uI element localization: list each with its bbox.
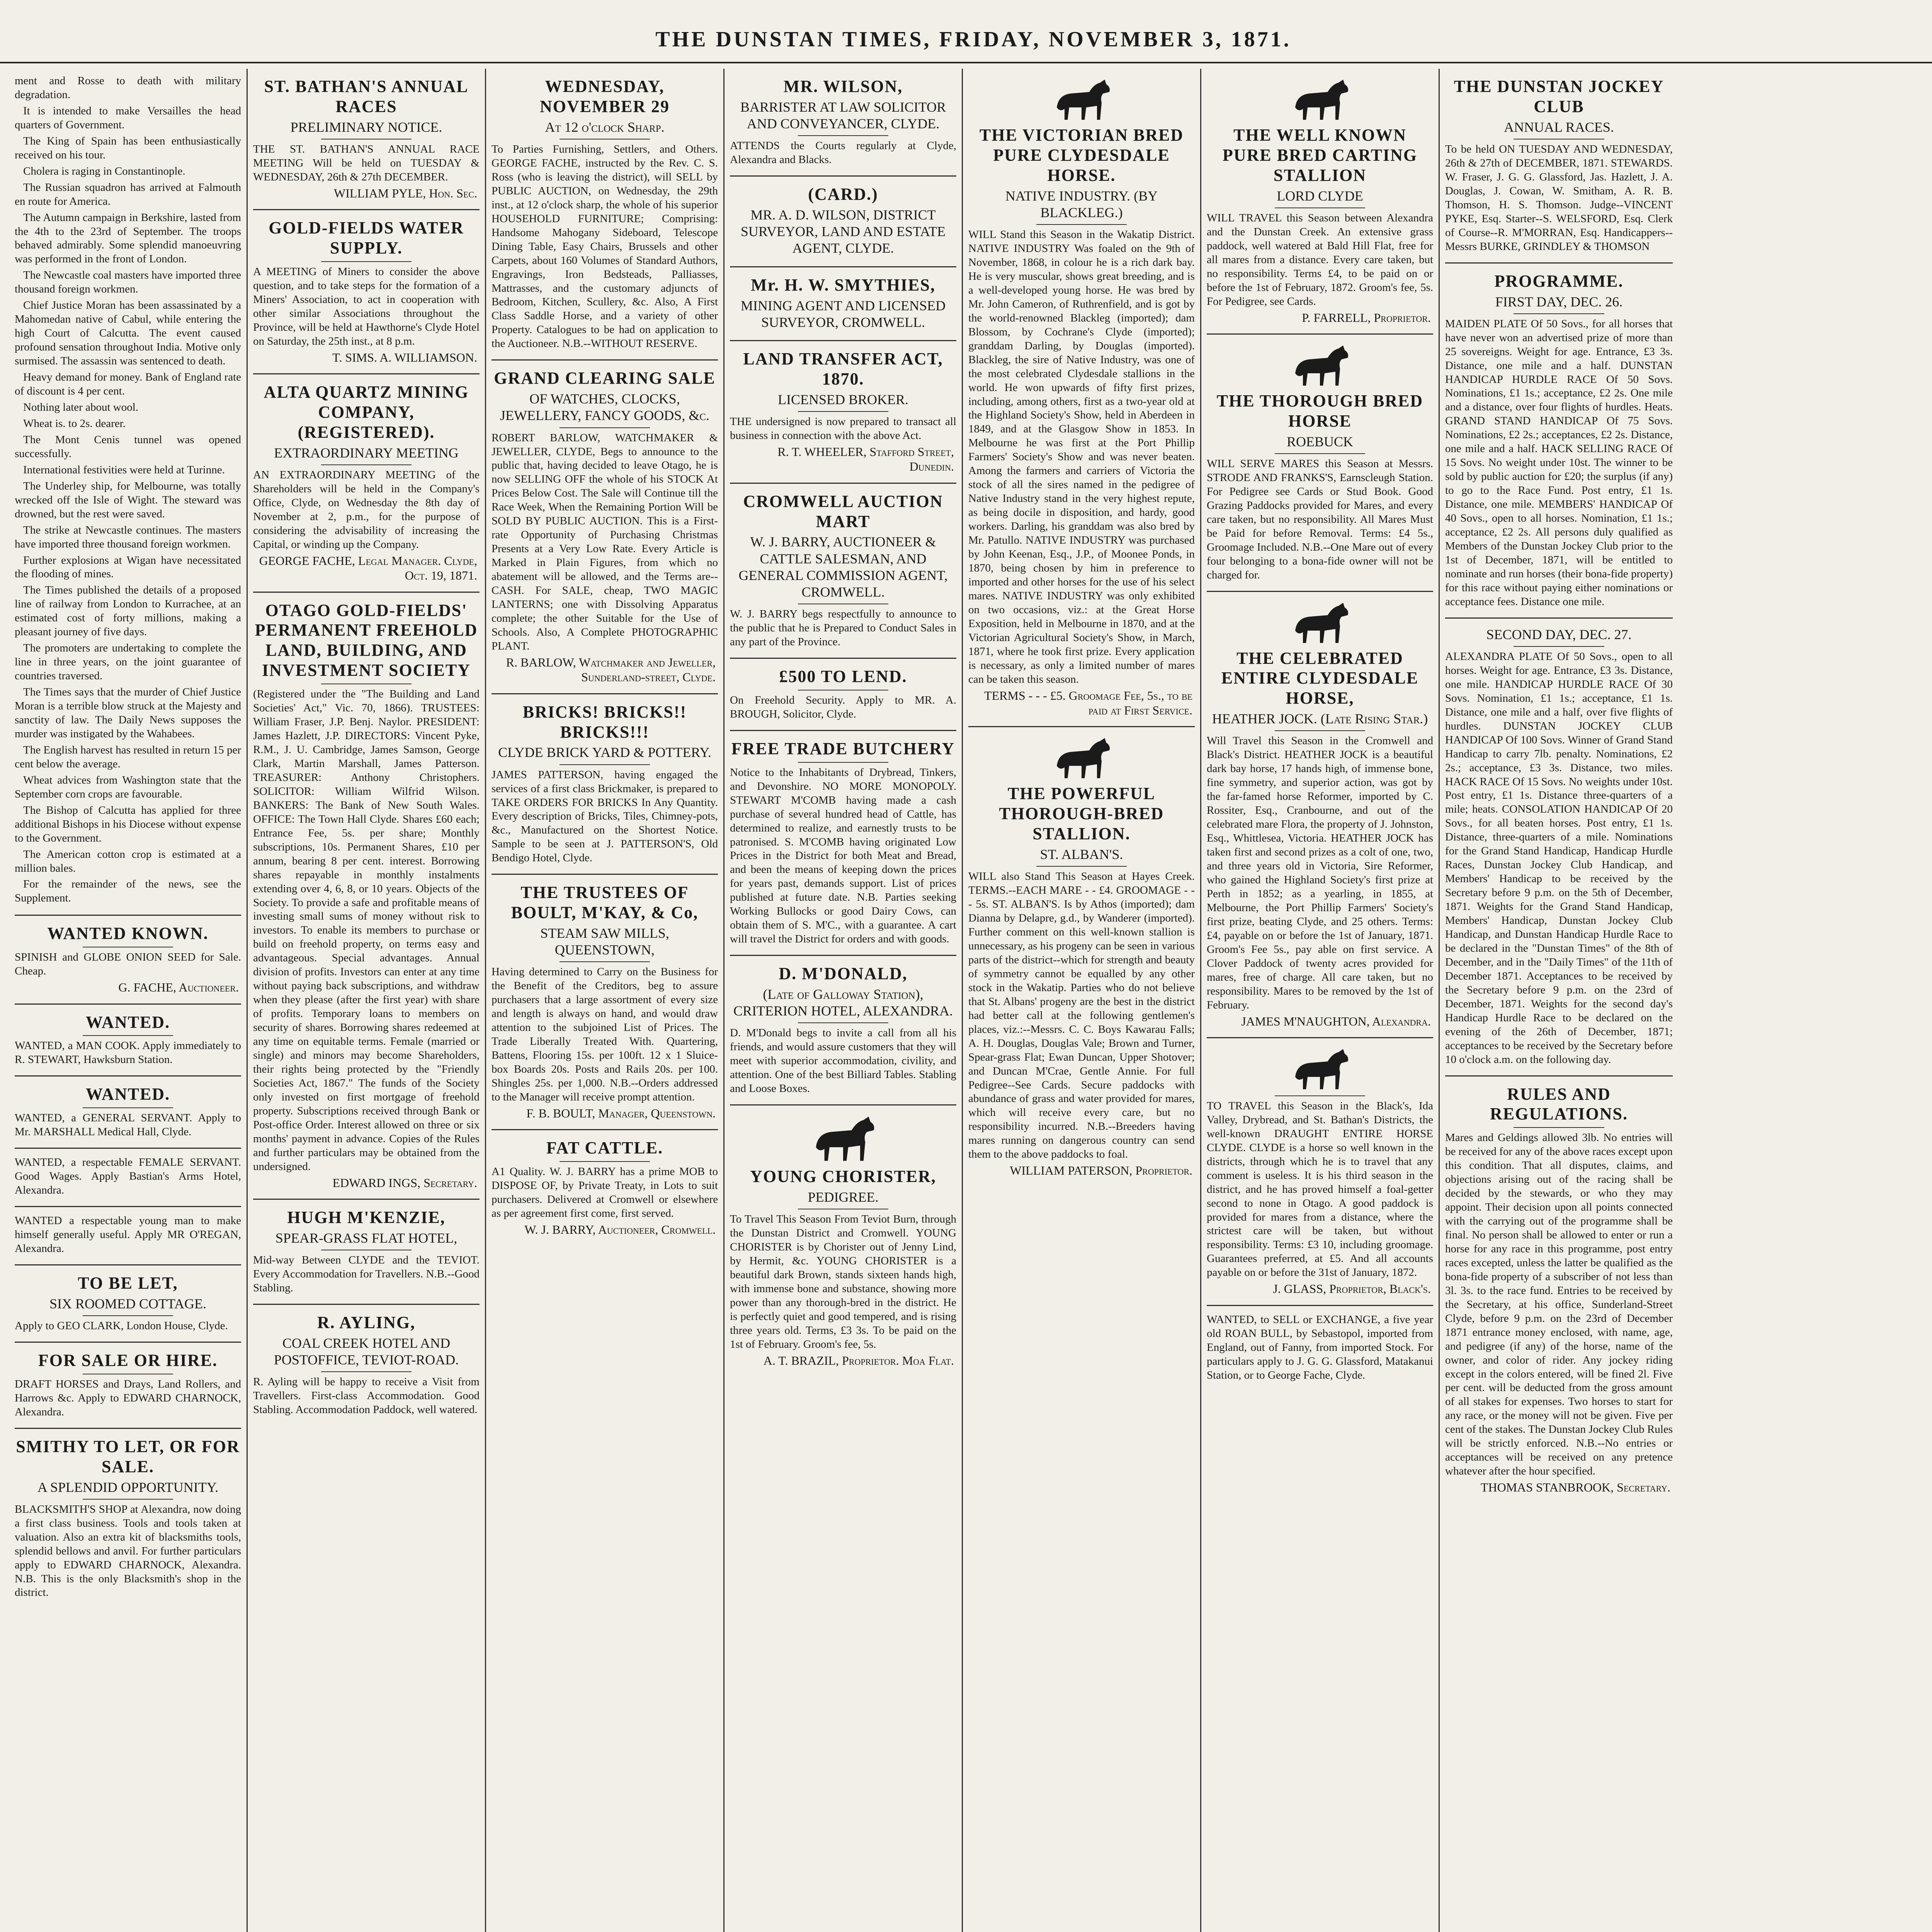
ad-signature: JAMES M'NAUGHTON, Alexandra.: [1241, 1014, 1431, 1028]
advertisement: [15, 1265, 241, 1343]
advertisement: [1207, 592, 1433, 1038]
horse-illustration-icon: [1043, 77, 1120, 123]
news-paragraph: The promoters are undertaking to complete the line in three years, on the joint guarantee of countries traversed.: [15, 642, 241, 682]
ad-body: SPINISH and GLOBE ONION SEED for Sale. Cheap.: [15, 951, 241, 978]
column-1: [9, 69, 248, 1932]
rule-divider: [798, 762, 888, 763]
advertisement: [730, 177, 956, 267]
news-paragraph: ment and Rosse to death with military degradation.: [15, 75, 241, 101]
rule-divider: [1514, 1127, 1605, 1128]
ad-subheading: COAL CREEK HOTEL AND POSTOFFICE, TEVIOT-ROAD.: [274, 1335, 459, 1367]
ad-subheading: NATIVE INDUSTRY. (BY BLACKLEG.): [1005, 188, 1158, 220]
column-6: [1201, 69, 1440, 1932]
advertisement: [15, 1149, 241, 1207]
column-5: [963, 69, 1201, 1932]
column-7: [1440, 69, 1678, 1932]
ad-heading: R. AYLING,: [317, 1313, 416, 1332]
news-paragraph: The Times says that the murder of Chief Justice Moran is a terrible blow struck at the Majesty and sanctity of law. The Daily News supposes the murder was instigated by the Wahabees.: [15, 686, 241, 740]
ad-subheading: LORD CLYDE: [1277, 188, 1363, 204]
news-paragraph: The English harvest has resulted in return 15 per cent below the average.: [15, 743, 241, 770]
ad-heading: TO BE LET,: [78, 1273, 178, 1293]
rule-divider: [560, 961, 650, 962]
advertisement: [253, 1305, 480, 1425]
advertisement: [253, 1200, 480, 1305]
ad-heading: CROMWELL AUCTION MART: [743, 492, 943, 531]
advertisement: [1207, 69, 1433, 335]
rule-divider: [321, 261, 412, 262]
advertisement: [968, 727, 1195, 1186]
ad-heading: GOLD-FIELDS WATER SUPPLY.: [269, 218, 464, 258]
ad-body: Notice to the Inhabitants of Drybread, Tinkers, and Devonshire. NO MORE MONOPOLY. STEWART M'COMB having made a cash purchase of several hundred head of Cattle, has determined to realize, and earnestly trusts to be patronised. S. M'COMB having originated Low Prices in the District for both Meat and Bread, and been the means of keeping down the prices for years past, demands support. List of prices published at future date. N.B. Parties seeking Working Bullocks or good Dairy Cows, can obtain them of S. M'C., with a guarantee. A cart will travel the District for orders and with goods.: [730, 766, 956, 946]
horse-illustration-icon: [1043, 735, 1120, 781]
ad-heading: THE WELL KNOWN PURE BRED CARTING STALLION: [1222, 126, 1418, 185]
ad-heading: OTAGO GOLD-FIELDS' PERMANENT FREEHOLD LAND, BUILDING, AND INVESTMENT SOCIETY: [255, 600, 478, 680]
ad-subheading: STEAM SAW MILLS, QUEENSTOWN,: [540, 925, 669, 958]
advertisement: [1207, 1306, 1433, 1391]
ad-subheading: FIRST DAY, DEC. 26.: [1495, 294, 1623, 310]
rule-divider: [1036, 866, 1127, 867]
horse-illustration-icon: [1281, 1046, 1359, 1092]
advertisement: [15, 916, 241, 1004]
ad-heading: PROGRAMME.: [1494, 271, 1624, 291]
news-paragraph: It is intended to make Versailles the head quarters of Government.: [15, 104, 241, 131]
column-4: [724, 69, 963, 1932]
ad-body: To be held ON TUESDAY AND WEDNESDAY, 26th & 27th of DECEMBER, 1871. STEWARDS. W. Fraser, J. G. G. Glassford, Jas. Hazlett, J. A. Douglas, J. Cowan, W. Smitham, A. R. B. Thomson, H. S. Thomson. Judge--VINCENT PYKE, Esq. Starter--S. WELSFORD, Esq. Clerk of Course--R. M'MORRAN, Esq. Handicappers--Messrs BURKE, GRINDLEY & THOMSON: [1445, 143, 1673, 253]
advertisement: [492, 69, 718, 361]
ad-heading: YOUNG CHORISTER,: [750, 1167, 936, 1186]
advertisement: [1207, 1038, 1433, 1306]
advertisement: [15, 1429, 241, 1609]
news-paragraph: The Autumn campaign in Berkshire, lasted from the 4th to the 23rd of September. The troops behaved admirably. Some splendid manoeuvring was performed in the front of London.: [15, 211, 241, 265]
ad-body: (Registered under the "The Building and Land Societies' Act," Vic. 70, 1866). TRUSTEES: William Fraser, J.P. Benj. Naylor. PRESIDENT: James Hazlett, J.P. DIRECTORS: Vincent Pyke, R.M., J. U. Cambridge, James Samson, George Clark, Martin Marshall, James Patterson. TREASURER: Anthony Christophers. SOLICITOR: William Wilfrid Wilson. BANKERS: The Bank of New South Wales. OFFICE: The Town Hall Clyde. Shares £60 each; Entrance Fee, 5s. per share; Monthly subscriptions, 10s. Permanent Shares, £10 per annum, bearing 8 per cent. interest. Borrowing shares repayable in monthly instalments extending over 4, 6, 8, or 10 years. Objects of the Society. To provide a safe and profitable means of investing small sums of money without risk to investors. To enable its members to purchase or build on freehold property, on terms easy and advantageous. Special advantages. Annual division of profits. Investors can enter at any time without paying back subscriptions, and withdraw when they please (after the first year) with share of profits. Temporary loans to members on security of shares. Borrowing shares redeemed at any time on equitable terms. Female (married or single) and minors may become Shareholders, their rights being protected by the "Friendly Societies Act, 1867." The funds of the Society only invested on first mortgage of freehold property. Subscriptions received through Bank or Post-office Order. Interest allowed on three or six months' payment in advance. Copies of the Rules and further particulars may be obtained from the undersigned.: [253, 688, 480, 1173]
news-paragraph: For the remainder of the news, see the Supplement.: [15, 878, 241, 905]
ad-subheading: LICENSED BROKER.: [777, 391, 908, 407]
ad-subheading: BARRISTER AT LAW SOLICITOR AND CONVEYANCER, CLYDE.: [740, 99, 946, 132]
ad-heading: WANTED.: [85, 1085, 170, 1104]
ad-body: TO TRAVEL this Season in the Black's, Ida Valley, Drybread, and St. Bathan's Districts, the well-known DRAUGHT ENTIRE HORSE CLYDE. CLYDE is a horse so well known in the districts, through which he is to travel that any comment is useless. It is his third season in the district, and he has proved himself a foal-getter second to none in Otago. A good paddock is provided for mares from a distance, where the strictest care will be taken, but without responsibility. Terms: £3 10, including groomage. Guarantees preferred, at £5. And all accounts payable on or before the 31st of January, 1872.: [1207, 1099, 1433, 1279]
ad-heading: FAT CATTLE.: [546, 1138, 663, 1158]
column-2: [248, 69, 486, 1932]
ad-heading: D. M'DONALD,: [779, 964, 908, 983]
ad-body: MAIDEN PLATE Of 50 Sovs., for all horses that have never won an advertised prize of more than 25 sovereigns. Weight for age. Entrance, £3 3s. Distance, one mile and a half. DUNSTAN HANDICAP HURDLE RACE Of 50 Sovs. Nominations, £1 1s.; acceptance, £2 2s. One mile and a distance, over four flights of hurdles. Heats. GRAND STAND HANDICAP Of 75 Sovs. Nominations, £2 2s.; acceptances, £2 2s. Distance, one mile and a half. HACK SELLING RACE Of 15 Sovs. No weight under 10st. The winner to be sold by public auction for £20; the surplus (if any) to go to the Race Fund. Post entry, £1 1s. Distance, one mile. MEMBERS' HANDICAP Of 40 Sovs., open to all horses. Nomination, £1 1s.; acceptance, £2 2s. All persons duly qualified as Members of the Dunstan Jockey Club prior to the 1st of December, 1871, will be entitled to nominate and run horses (their bona-fide property) for this race without paying either nominations or acceptance fees. Distance one mile.: [1445, 317, 1673, 608]
ad-subheading: W. J. BARRY, AUCTIONEER & CATTLE SALESMAN, AND GENERAL COMMISSION AGENT, CROMWELL.: [738, 534, 948, 600]
ad-body: R. Ayling will be happy to receive a Visit from Travellers. First-class Accommodation. Good Stabling. Accommodation Paddock, well watered.: [253, 1376, 480, 1416]
ad-heading: HUGH M'KENZIE,: [287, 1208, 446, 1227]
ad-heading: FREE TRADE BUTCHERY: [731, 739, 955, 758]
ad-heading: ST. BATHAN'S ANNUAL RACES: [264, 77, 469, 116]
advertisement: [730, 69, 956, 177]
ad-heading: MR. WILSON,: [783, 77, 903, 96]
advertisement: [730, 267, 956, 341]
ad-body: To Travel This Season From Teviot Burn, through the Dunstan District and Cromwell. YOUNG CHORISTER is by Chorister out of Jenny Lind, by Hermit, &c. YOUNG CHORISTER is a beautiful dark Brown, stands sixteen hands high, with immense bone and substance, showing more power than any thorough-bred in the district. He is perfectly quiet and good tempered, and is rising three years old. Terms, £3 3s. To be paid on the 1st of February. Groom's fee, 5s.: [730, 1213, 956, 1350]
masthead-title: THE DUNSTAN TIMES, FRIDAY, NOVEMBER 3, 1871.: [655, 27, 1291, 51]
news-paragraph: The strike at Newcastle continues. The masters have imported three thousand foreign workmen.: [15, 524, 241, 550]
advertisement: [15, 1207, 241, 1265]
ad-subheading: ROEBUCK: [1286, 434, 1354, 449]
rule-divider: [83, 1035, 173, 1036]
rule-divider: [560, 427, 650, 428]
ad-signature: T. SIMS. A. WILLIAMSON.: [332, 350, 477, 364]
ad-subheading: MR. A. D. WILSON, DISTRICT SURVEYOR, LAND AND ESTATE AGENT, CLYDE.: [740, 207, 946, 256]
news-paragraph: Nothing later about wool.: [23, 401, 139, 413]
ad-body: Having determined to Carry on the Business for the Benefit of the Creditors, beg to assure purchasers that a large assortment of every size and length is always on hand, and would draw attention to the subjoined List of Prices. The Trade Liberally Treated With. Quartering, Battens, Flooring 15s. per 100ft. 12 x 1 Sluice-box Boards 20s. Posts and Rails 20s. per 100. Shingles 25s. per 1,000. N.B.--Orders addressed to the Manager will receive prompt attention.: [492, 966, 718, 1104]
advertisement: [730, 1105, 956, 1376]
rule-divider: [83, 1499, 173, 1500]
ad-subheading: HEATHER JOCK. (Late Rising Star.): [1212, 711, 1428, 727]
ad-subheading: PEDIGREE.: [808, 1189, 879, 1205]
ad-subheading: MINING AGENT AND LICENSED SURVEYOR, CROMWELL.: [740, 298, 946, 330]
advertisement: [492, 1130, 718, 1245]
news-paragraph: Chief Justice Moran has been assassinated by a Mahomedan native of Cabul, while entering the high Court of Calcutta. The event caused profound sensation throughout India. Motive only surmised. The assassin was sentenced to death.: [15, 299, 241, 367]
ad-signature: WILLIAM PATERSON, Proprietor.: [1010, 1163, 1192, 1178]
ad-signature: THOMAS STANBROOK, Secretary.: [1480, 1480, 1670, 1495]
masthead: [0, 0, 1932, 63]
advertisement: [253, 69, 480, 210]
ad-heading: Mr. H. W. SMYTHIES,: [751, 275, 935, 294]
rule-divider: [1275, 1095, 1365, 1096]
ad-body: WILL TRAVEL this Season between Alexandra and the Dunstan Creek. An extensive grass paddock, well watered at Bald Hill Flat, free for all mares from a distance. Every care taken, but no responsibility. Terms £4, to be paid on or before the 1st of February, 1872. Groom's fee, 5s. For Pedigree, see Cards.: [1207, 211, 1433, 308]
ad-body: WILL SERVE MARES this Season at Messrs. STRODE AND FRANKS'S, Earnscleugh Station. For Pedigree see Cards or Stud Book. Good Grazing Paddocks provided for Mares, and every care taken, but no responsibility. All Mares Must be Paid for before Removal. Terms: £4 5s., Groomage Included. N.B.--One Mare out of every four belonging to a bona-fide owner will not be charged for.: [1207, 457, 1433, 581]
news-paragraph: The Russian squadron has arrived at Falmouth en route for America.: [15, 181, 241, 207]
advertisement: [15, 1077, 241, 1149]
ad-heading: WANTED KNOWN.: [47, 924, 209, 943]
advertisement: [253, 374, 480, 592]
ad-body: On Freehold Security. Apply to MR. A. BROUGH, Solicitor, Clyde.: [730, 694, 956, 720]
ad-heading: LAND TRANSFER ACT, 1870.: [743, 349, 943, 388]
news-paragraph: The American cotton crop is estimated at a million bales.: [15, 848, 241, 874]
newspaper-columns: [9, 69, 1932, 1932]
rule-divider: [798, 411, 888, 412]
ad-heading: (CARD.): [808, 185, 878, 204]
ad-heading: THE POWERFUL THOROUGH-BRED STALLION.: [999, 784, 1164, 844]
ad-body: THE undersigned is now prepared to transact all business in connection with the above Act.: [730, 415, 956, 442]
ad-heading: WEDNESDAY, NOVEMBER 29: [539, 77, 670, 116]
rule-divider: [1514, 646, 1605, 647]
ad-body: WANTED, a MAN COOK. Apply immediately to R. STEWART, Hawksburn Station.: [15, 1039, 241, 1066]
ad-signature: R. BARLOW, Watchmaker and Jeweller, Sunderland-street, Clyde.: [506, 655, 716, 684]
ad-signature: J. GLASS, Proprietor, Black's.: [1273, 1282, 1431, 1296]
news-summary: [15, 69, 241, 916]
ad-body: AN EXTRAORDINARY MEETING of the Shareholders will be held in the Company's Office, Clyde, on Wednesday the 8th day of November at 2, p.m., for the purpose of considering the advisability of increasing the Capital, or winding up the Company.: [253, 469, 480, 551]
rule-divider: [1275, 730, 1365, 731]
ad-signature: GEORGE FACHE, Legal Manager. Clyde, Oct. 19, 1871.: [259, 553, 477, 583]
ad-heading: ALTA QUARTZ MINING COMPANY, (REGISTERED).: [264, 383, 469, 442]
news-paragraph: The Underley ship, for Melbourne, was totally wrecked off the Isle of Wight. The steward was drowned, but the rest were saved.: [15, 480, 241, 520]
ad-body: ATTENDS the Courts regularly at Clyde, Alexandra and Blacks.: [730, 139, 956, 166]
ad-body: WANTED, to SELL or EXCHANGE, a five year old ROAN BULL, by Sebastopol, imported from England, out of Fanny, from imported Stock. For particulars apply to J. G. G. Glassford, Matakanui Station, or to George Fache, Clyde.: [1207, 1313, 1433, 1381]
news-paragraph: Wheat is. to 2s. dearer.: [23, 417, 126, 430]
ad-subheading: EXTRAORDINARY MEETING: [274, 445, 459, 461]
horse-illustration-icon: [1281, 342, 1359, 389]
advertisement: [730, 956, 956, 1105]
ad-heading: £500 TO LEND.: [779, 667, 907, 686]
ad-heading: GRAND CLEARING SALE: [494, 369, 716, 388]
ad-heading: THE THOROUGH BRED HORSE: [1216, 391, 1423, 430]
ad-body: THE ST. BATHAN'S ANNUAL RACE MEETING Will be held on TUESDAY & WEDNESDAY, 26th & 27th DECEMBER.: [253, 143, 480, 183]
ad-subheading: SECOND DAY, DEC. 27.: [1486, 626, 1632, 642]
ad-heading: WANTED.: [85, 1012, 170, 1032]
advertisement: [15, 1005, 241, 1077]
rule-divider: [1275, 453, 1365, 454]
news-paragraph: Further explosions at Wigan have necessitated the flooding of mines.: [15, 554, 241, 580]
horse-illustration-icon: [1281, 600, 1359, 646]
ad-body: To Parties Furnishing, Settlers, and Others. GEORGE FACHE, instructed by the Rev. C. S. Ross (who is leaving the district), will SELL by PUBLIC AUCTION, on Wednesday, the 29th inst., at 12 o'clock sharp, the whole of his superior HOUSEHOLD FURNITURE; Comprising: Handsome Mahogany Sideboard, Telescope Dining Table, Easy Chairs, Brussels and other Carpets, about 160 Volumes of Standard Authors, Engravings, Iron Bedsteads, Palliasses, Mattrasses, and the customary adjuncts of Bedroom, Kitchen, Scullery, &c. Also, A First Class Saddle Horse, and a variety of other Property. Catalogues to be had on application to the Auctioneer. N.B.--WITHOUT RESERVE.: [492, 143, 718, 350]
rule-divider: [83, 1107, 173, 1108]
ad-subheading: At 12 o'clock Sharp.: [545, 119, 665, 135]
ad-body: Mares and Geldings allowed 3lb. No entries will be received for any of the above races except upon this condition. That all disputes, claims, and objections arising out of the racing shall be decided by the stewards, or who they may appoint. Their decision upon all points connected with the carrying out of the programme shall be final. No person shall be allowed to enter or run a horse for any race in this programme, post entry races excepted, unless the latter be qualified as the bona-fide property of a subscriber of not less than 3l. 3s. to the race fund. Entries to be received by the Secretary, at his office, Sunderland-Street Clyde, before 9 p.m. on the 23rd of December 1871 entrance money enclosed, with name, age, and pedigree (if any) of the horse, name of the owner, and color of rider. Any jockey riding except in the colors entered, will be fined 2l. Five per cent. will be deducted from the gross amount of all stakes for expenses. Two horses to start for any race, or the money will not be given. Five per cent of the stakes. The Dunstan Jockey Club Rules will be strictly enforced. N.B.--No entries or acceptances will be received on any pretence whatever after the hour specified.: [1445, 1131, 1673, 1478]
ad-body: WILL Stand this Season in the Wakatip District. NATIVE INDUSTRY Was foaled on the 9th of November, 1868, in colour he is a rich dark bay. He is very muscular, shows great breeding, and is a well-developed young horse. He was bred by Mr. John Cameron, of Ruthrenfield, and is got by the world-renowned Blackleg (imported); dam Blossom, by Cochrane's Clyde (imported); granddam Darling, by Douglas (imported). Blackleg, the sire of Native Industry, was one of the most celebrated Clydesdale stallions in the world. He won upwards of fifty first prizes, including, among others, first as a two-year old at the Highland Society's Show, held in Aberdeen in 1849, and at the Glasgow Show in 1853. In Melbourne he was first at the Port Phillip Farmers' Society's Show and was never beaten. Among the farmers and carriers of Victoria the stock of all the sires named in the pedigree of Native Industry stand in the very highest repute, as being docile in disposition, and hardy, good workers. Darling, his granddam was also bred by Mr. Patullo. NATIVE INDUSTRY was purchased by John Keenan, Esq., J.P., of Moonee Ponds, in 1870, being chosen by him in preference to imported and other horses for the use of his select mares. NATIVE INDUSTRY was only exhibited on two occasions, viz.: at the Great Horse Exposition, held in Melbourne in 1870, and at the Victorian Agricultural Society's Show, in March, 1871, where he took first prize. Every application is necessary, as only a limited number of mares can be taken this season.: [968, 228, 1195, 685]
ad-subheading: A SPLENDID OPPORTUNITY.: [37, 1479, 219, 1495]
ad-subheading: OF WATCHES, CLOCKS, JEWELLERY, FANCY GOODS, &c.: [500, 391, 710, 423]
rule-divider: [321, 464, 412, 465]
advertisement: [730, 659, 956, 731]
ad-subheading: ANNUAL RACES.: [1504, 119, 1614, 135]
rule-divider: [83, 1315, 173, 1316]
rule-divider: [1514, 313, 1605, 314]
rule-divider: [1036, 224, 1127, 225]
ad-body: D. M'Donald begs to invite a call from all his friends, and would assure customers that they will meet with superior accommodation, civility, and attention. One of the best Billiard Tables. Stabling and Loose Boxes.: [730, 1027, 956, 1095]
news-paragraph: The King of Spain has been enthusiastically received on his tour.: [15, 134, 241, 161]
ad-heading: BRICKS! BRICKS!! BRICKS!!!: [522, 702, 687, 742]
ad-body: Mid-way Between CLYDE and the TEVIOT. Every Accommodation for Travellers. N.B.--Good Stabling.: [253, 1254, 480, 1294]
horse-illustration-icon: [1281, 77, 1359, 123]
news-paragraph: The Bishop of Calcutta has applied for three additional Bishops in his Diocese without expense to the Government.: [15, 804, 241, 844]
ad-body: Apply to GEO CLARK, London House, Clyde.: [15, 1320, 228, 1332]
ad-subheading: SIX ROOMED COTTAGE.: [49, 1296, 207, 1311]
news-paragraph: Wheat advices from Washington state that the September corn crops are favourable.: [15, 774, 241, 800]
ad-body: WANTED, a respectable FEMALE SERVANT. Good Wages. Apply Bastian's Arms Hotel, Alexandra.: [15, 1156, 241, 1197]
rule-divider: [798, 135, 888, 136]
ad-signature: P. FARRELL, Proprietor.: [1302, 310, 1431, 325]
advertisement: [253, 210, 480, 374]
rule-divider: [560, 764, 650, 765]
ad-body: ROBERT BARLOW, WATCHMAKER & JEWELLER, CLYDE, Begs to announce to the public that, having decided to leave Otago, he is now SELLING OFF the whole of his STOCK At Prices Below Cost. The Sale will Continue till the Race Week, When the Remaining Portion Will be SOLD BY PUBLIC AUCTION. This is a First-rate Opportunity of Purchasing Christmas Presents at a Very Low Rate. Every Article is Marked in Plain Figures, from which no abatement will be allowed, and the Terms are--CASH. For SALE, cheap, TWO MAGIC LANTERNS; one with Dissolving Apparatus complete; the other Suitable for the Use of Schools. Also, A Complete PHOTOGRAPHIC PLANT.: [492, 431, 718, 652]
ad-body: WANTED, a GENERAL SERVANT. Apply to Mr. MARSHALL Medical Hall, Clyde.: [15, 1112, 241, 1138]
ad-subheading: (Late of Galloway Station), CRITERION HOTEL, ALEXANDRA.: [733, 986, 953, 1019]
advertisement: [730, 484, 956, 659]
ad-body: Will Travel this Season in the Cromwell and Black's District. HEATHER JOCK is a beautiful dark bay horse, 17 hands high, of immense bone, fine symmetry, and superior action, was got by the far-famed horse Reformer, imported by C. Rossiter, Esq., Cranbourne, and out of the celebrated mare Flora, the property of J. Johnston, Esq., Whittlesea, Victoria. HEATHER JOCK has taken first and second prizes as a colt of one, two, and three years old in Victoria, Sire Reformer, who gained the Highland Society's first prize at Perth in 1852; as a yearling, in 1855, at Melbourne, the Port Phillip Farmers' Society's first prize, beating Clyde, and 25 others. Terms: £4, payable on or before the 1st of January, 1871. Groom's Fee 5s., pay able on first service. A Clover Paddock of twenty acres provided for mares, free of charge. All care taken, but no responsibility. Mares to be removed by the 1st of February.: [1207, 735, 1433, 1011]
ad-body: ALEXANDRA PLATE Of 50 Sovs., open to all horses. Weight for age. Entrance, £3 3s. Distance, one mile. HANDICAP HURDLE RACE Of 30 Sovs. Nomination, £1 1s.; acceptance, £1 1s. Distance, one mile and a half, over five flights of hurdles. DUNSTAN JOCKEY CLUB HANDICAP Of 100 Sovs. Winner of Grand Stand Handicap to carry 7lb. penalty. Nominations, £2 2s.; acceptance, £3 3s. Distance, two miles. HACK RACE Of 15 Sovs. No weights under 10st. Post entry, £1 1s. Distance three-quarters of a mile; heats. CONSOLATION HANDICAP Of 20 Sovs., for all beaten horses. Post entry, £1 1s. Distance, three-quarters of a mile. Nominations for the Grand Stand Handicap, Handicap Hurdle Races, Dunstan Jockey Club Handicap, and Members' Handicap to be received by the Secretary before 9 p.m. on the 5th of December, 1871. Weights for the Grand Stand Handicap, Members' Handicap, Dunstan Jockey Club Handicap, and Dunstan Handicap Hurdle Race to be declared in the "Dunstan Times" of the 8th of December, and in the "Daily Times" of the 11th of December 1871. Acceptances to be received by the Secretary before 9 p.m. on the 23rd of December, 1871. Weights for the second day's Handicap Hurdle Race to be declared on the evening of the 26th of December, 1871; acceptances to be received by the Secretary before 10 o'clock a.m. on the following day.: [1445, 650, 1673, 1066]
rule-divider: [1275, 207, 1365, 208]
news-paragraph: The Times published the details of a proposed line of railway from London to Kurrachee, at an estimated cost of forty millions, making a pleasant journey of five days.: [15, 584, 241, 638]
advertisement: [1445, 1077, 1673, 1503]
ad-heading: SMITHY TO LET, OR FOR SALE.: [16, 1437, 240, 1476]
ad-body: A MEETING of Miners to consider the above question, and to take steps for the formation of a Miners' Association, to act in cooperation with other similar Associations throughout the Province, will be held at Hawthorne's Clyde Hotel on Saturday, the 25th inst., at 8 p.m.: [253, 265, 480, 347]
horse-illustration-icon: [801, 1113, 886, 1164]
advertisement: [1445, 69, 1673, 264]
ad-subheading: ST. ALBAN'S.: [1040, 847, 1123, 862]
ad-body: DRAFT HORSES and Drays, Land Rollers, and Harrows &c. Apply to EDWARD CHARNOCK, Alexandra.: [15, 1378, 241, 1418]
news-paragraph: Cholera is raging in Constantinople.: [23, 165, 185, 177]
ad-heading: FOR SALE OR HIRE.: [38, 1350, 218, 1370]
ad-signature: F. B. BOULT, Manager, Queenstown.: [526, 1106, 716, 1120]
ad-signature: W. J. BARRY, Auctioneer, Cromwell.: [524, 1223, 716, 1237]
ad-signature: R. T. WHEELER, Stafford Street, Dunedin.: [777, 444, 954, 474]
ad-body: BLACKSMITH'S SHOP at Alexandra, now doing a first class business. Tools and tools taken at valuation. Also an extra kit of blacksmiths tools, splendid bellows and anvil. For further particulars apply to EDWARD CHARNOCK, Alexandra. N.B. This is the only Blacksmith's shop in the district.: [15, 1503, 241, 1599]
ad-body: JAMES PATTERSON, having engaged the services of a first class Brickmaker, is prepared to TAKE ORDERS FOR BRICKS In Any Quantity. Every description of Bricks, Tiles, Chimney-pots, &c., Manufactured on the Shortest Notice. Sample to be seen at J. PATTERSON'S, Old Bendigo Hotel, Clyde.: [492, 768, 718, 864]
advertisement: [1445, 619, 1673, 1077]
news-paragraph: Heavy demand for money. Bank of England rate of discount is 4 per cent.: [15, 371, 241, 398]
ad-heading: THE CELEBRATED ENTIRE CLYDESDALE HORSE,: [1221, 648, 1419, 708]
advertisement: [253, 593, 480, 1200]
news-paragraph: International festivities were held at Turinne.: [23, 463, 225, 476]
rule-divider: [560, 1161, 650, 1162]
ad-subheading: SPEAR-GRASS FLAT HOTEL,: [275, 1230, 457, 1246]
ad-signature: TERMS - - - £5. Groomage Fee, 5s., to be paid at First Service.: [984, 688, 1192, 717]
ad-body: WANTED a respectable young man to make himself generally useful. Apply MR O'REGAN, Alexandra.: [15, 1214, 241, 1255]
ad-signature: G. FACHE, Auctioneer.: [118, 980, 239, 995]
ad-subheading: PRELIMINARY NOTICE.: [290, 119, 442, 135]
rule-divider: [798, 1022, 888, 1023]
ad-body: WILL also Stand This Season at Hayes Creek. TERMS.--EACH MARE - - £4. GROOMAGE - - - 5s. ST. ALBAN'S. Is by Athos (imported); dam Dianna by Delapre, g.d., by Wanderer (imported). Further comment on this well-known stallion is unnecessary, as his progeny can be seen in various parts of the district--which for strength and beauty of symmetry cannot be equalled by any other stock in the Wakatip. Parties who do not believe that St. Albans' progeny are the best in the district had better call at the following gentlemen's places, viz.:--Messrs. C. C. Boys Kawarau Falls; A. H. Douglas, Douglas Vale; Brown and Turner, Spear-grass Flat; Ewan Duncan, Upper Shotover; and Duncan M'Crae, Gentle Annie. For full Pedigree--See Cards. Secure paddocks with abundance of grass and water provided for mares, which will receive every care, but no responsibility incurred. N.B.--Breeders having mares running on dangerous country can send them to the above paddocks to foal.: [968, 870, 1195, 1161]
advertisement: [492, 361, 718, 694]
ad-heading: THE VICTORIAN BRED PURE CLYDESDALE HORSE.: [979, 126, 1184, 185]
advertisement: [730, 341, 956, 484]
advertisement: [968, 69, 1195, 727]
ad-signature: WILLIAM PYLE, Hon. Sec.: [334, 186, 477, 200]
ad-heading: RULES AND REGULATIONS.: [1490, 1084, 1628, 1124]
advertisement: [492, 694, 718, 875]
ad-heading: THE TRUSTEES OF BOULT, M'KAY, & Co,: [511, 883, 699, 922]
ad-signature: EDWARD INGS, Secretary.: [332, 1175, 477, 1190]
advertisement: [1207, 335, 1433, 592]
advertisement: [492, 875, 718, 1130]
ad-body: A1 Quality. W. J. BARRY has a prime MOB to DISPOSE OF, by Private Treaty, in Lots to suit purchasers. Delivered at Cromwell or elsewhere as per agreement first come, first served.: [492, 1165, 718, 1220]
rule-divider: [321, 1371, 412, 1372]
advertisement: [730, 731, 956, 956]
ad-body: W. J. BARRY begs respectfully to announce to the public that he is Prepared to Conduct Sales in any part of the Province.: [730, 608, 956, 648]
news-paragraph: The Mont Cenis tunnel was opened successfully.: [15, 433, 241, 460]
column-3: [486, 69, 724, 1932]
advertisement: [15, 1343, 241, 1429]
news-paragraph: The Newcastle coal masters have imported three thousand foreign workmen.: [15, 269, 241, 296]
advertisement: [1445, 264, 1673, 619]
ad-subheading: CLYDE BRICK YARD & POTTERY.: [498, 745, 711, 760]
ad-heading: THE DUNSTAN JOCKEY CLUB: [1454, 77, 1664, 116]
ad-signature: A. T. BRAZIL, Proprietor. Moa Flat.: [763, 1353, 954, 1367]
